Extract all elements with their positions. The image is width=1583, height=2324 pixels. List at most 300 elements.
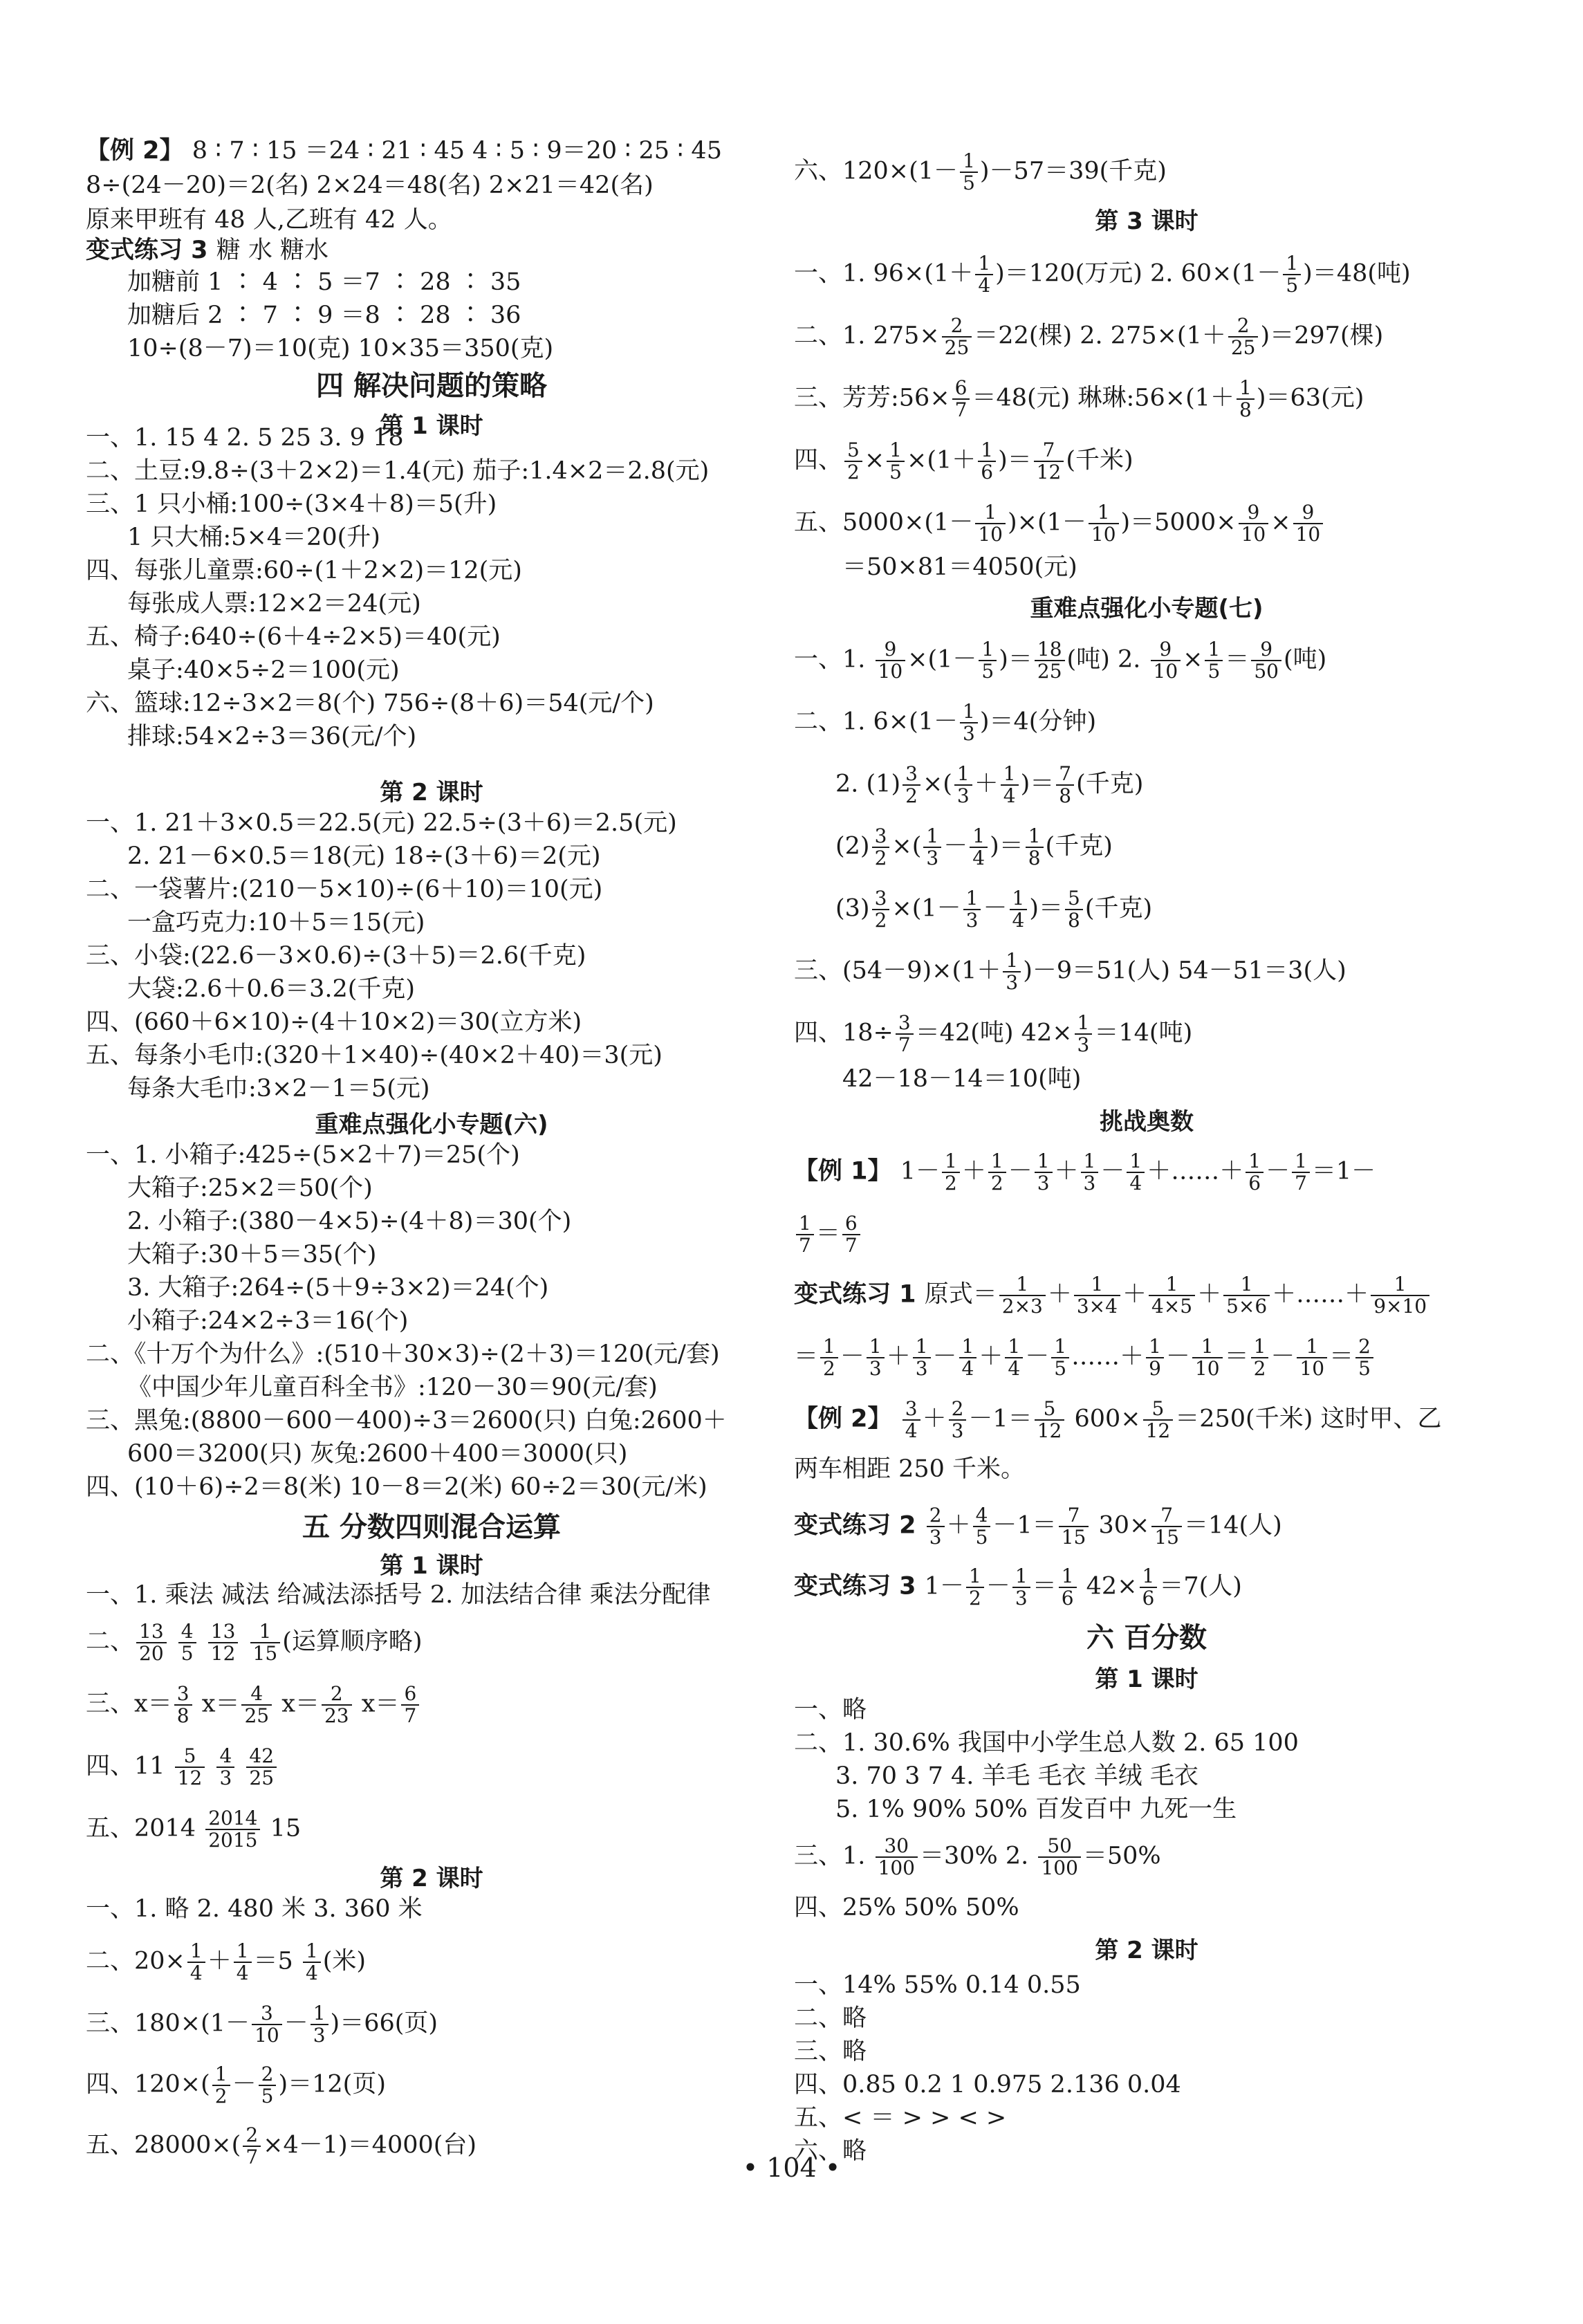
right-lesson-title: 挑战奥数 (1100, 1108, 1194, 1136)
right-answer-line (794, 700, 1097, 745)
denominator: 3 (1083, 1172, 1096, 1195)
right-answer-line (794, 376, 1364, 421)
answer-text: － (840, 1343, 864, 1371)
answer-text: 30× (1091, 1511, 1150, 1540)
example-label: 【例 2】 (86, 137, 192, 165)
left-answer-line (86, 1682, 421, 1727)
answer-text: 六、略 (794, 2137, 867, 2165)
answer-text: )×(1－ (1007, 508, 1086, 537)
left-answer-line (127, 842, 601, 876)
fraction (1026, 826, 1044, 869)
denominator: 5 (981, 660, 994, 683)
numerator: 1 (1003, 950, 1021, 972)
answer-text: － (983, 894, 1008, 923)
right-answer-line (794, 1011, 1193, 1056)
right-answer-line (794, 2038, 867, 2071)
answer-text: ＝14(吨) (1094, 1019, 1193, 1047)
left-answer-line (86, 690, 654, 723)
left-answer-line (86, 1141, 520, 1174)
right-answer-line (842, 553, 1077, 587)
right-answer-line (794, 1894, 1019, 1927)
numerator: 2 (927, 1505, 945, 1527)
numerator: 1 (1012, 1566, 1030, 1588)
denominator: 4 (236, 1962, 249, 1984)
answer-text: 三、略 (794, 2038, 867, 2065)
right-answer-line (794, 1335, 1376, 1380)
numerator: 1 (1251, 1336, 1269, 1358)
answer-text: 每张成人票:12×2＝24(元) (127, 590, 421, 618)
answer-text: (吨) (1283, 645, 1327, 674)
denominator: 10 (254, 2024, 279, 2047)
answer-text: 一、1. (794, 645, 873, 674)
answer-text: ＋……＋ (1272, 1280, 1369, 1309)
left-lesson-title: 第 1 课时 (380, 1552, 483, 1580)
fraction (1355, 1336, 1373, 1379)
denominator: 5 (1054, 1357, 1067, 1380)
numerator: 1 (796, 1213, 814, 1235)
fraction (1074, 1274, 1120, 1317)
numerator: 1 (1283, 253, 1301, 275)
numerator: 6 (842, 1213, 860, 1235)
answer-text: 五、椅子:640÷(6＋4÷2×5)＝40(元) (86, 623, 501, 651)
answer-text: ×(1－ (891, 894, 961, 923)
fraction (1081, 1151, 1099, 1194)
answer-text: ＋ (1197, 1280, 1222, 1309)
answer-text: ＋……＋ (1147, 1157, 1244, 1186)
denominator: 10 (1091, 523, 1116, 546)
answer-text: 一盒巧克力:10＋5＝15(元) (127, 909, 425, 937)
numerator: 3 (902, 764, 920, 786)
fraction (867, 1336, 885, 1379)
denominator: 4 (978, 274, 991, 297)
numerator: 4 (216, 1746, 234, 1768)
answer-text: ＋ (979, 1343, 1003, 1371)
fraction (952, 378, 970, 421)
denominator: 2 (847, 461, 860, 483)
denominator: 12 (177, 1767, 203, 1789)
numerator: 3 (902, 1399, 920, 1421)
answer-text: － (232, 2070, 257, 2099)
denominator: 10 (1241, 523, 1266, 546)
right-answer-line (835, 1762, 1198, 1796)
fraction (1151, 639, 1181, 682)
fraction (902, 1399, 920, 1441)
denominator: 7 (844, 1234, 858, 1257)
numerator: 1 (1035, 1151, 1053, 1173)
right-lesson-title: 第 1 课时 (1095, 1666, 1198, 1693)
answer-text: 五、28000×( (86, 2131, 241, 2159)
fraction (1192, 1336, 1223, 1379)
answer-text: 排球:54×2÷3＝36(元/个) (127, 723, 417, 750)
right-section-title: 六 百分数 (1086, 1622, 1207, 1654)
numerator: 3 (872, 826, 890, 848)
fraction (902, 764, 920, 806)
numerator: 18 (1035, 639, 1065, 661)
left-answer-line (127, 1440, 627, 1473)
right-answer-line (794, 2004, 867, 2038)
fraction (1035, 1399, 1065, 1441)
answer-text: 8 ∶ 7 ∶ 15 ＝24 ∶ 21 ∶ 45 4 ∶ 5 ∶ 9＝20 ∶ 25 ∶ 45 (192, 137, 722, 165)
answer-text: －1＝ (992, 1511, 1057, 1540)
answer-text: 《中国少年儿童百科全书》:120－30＝90(元/套) (127, 1374, 658, 1401)
answer-text: 五、每条小毛巾:(320＋1×40)÷(40×2＋40)＝3(元) (86, 1042, 663, 1069)
left-answer-line (86, 2002, 438, 2047)
right-answer-line (794, 1504, 1282, 1549)
answer-text: ＝22(棵) 2. 275×(1＋ (974, 322, 1226, 350)
numerator: 1 (820, 1336, 838, 1358)
left-answer-line (86, 172, 654, 205)
numerator: 1 (250, 1621, 281, 1643)
left-answer-line (127, 1075, 430, 1108)
fraction (942, 1151, 960, 1194)
fraction (1034, 440, 1064, 483)
right-answer-line (794, 1212, 862, 1257)
fraction (1297, 1336, 1327, 1379)
denominator: 3 (963, 722, 975, 745)
numerator: 1 (988, 1151, 1006, 1173)
right-answer-line (794, 314, 1384, 359)
fraction (978, 440, 996, 483)
denominator: 5 (1358, 1357, 1371, 1380)
fraction (1146, 1336, 1164, 1379)
left-answer-line (86, 206, 452, 239)
denominator: 8 (1067, 909, 1080, 932)
numerator: 1 (960, 701, 978, 723)
fraction (187, 1941, 205, 1984)
answer-text: (2) (835, 832, 870, 860)
numerator: 1 (1140, 1566, 1158, 1588)
denominator: 23 (324, 1704, 349, 1727)
denominator: 15 (252, 1642, 278, 1665)
numerator: 7 (1034, 440, 1064, 462)
answer-text: 二、1. 6×(1－ (794, 708, 959, 736)
left-answer-line (86, 876, 602, 909)
answer-text: 三、180×(1－ (86, 2009, 250, 2038)
answer-text: )＝63(元) (1256, 384, 1364, 412)
fraction (1003, 950, 1021, 993)
denominator: 100 (878, 1856, 915, 1879)
denominator: 2 (1253, 1357, 1266, 1380)
denominator: 50 (1254, 660, 1279, 683)
right-answer-line (794, 1729, 1299, 1762)
fraction (178, 1621, 196, 1664)
denominator: 2 (990, 1172, 1003, 1195)
numerator: 30 (876, 1836, 918, 1858)
fraction (1035, 639, 1065, 682)
answer-text: 四、120×( (86, 2070, 210, 2099)
answer-text: 一、14% 55% 0.14 0.55 (794, 1971, 1081, 1999)
denominator: 10 (878, 660, 903, 683)
numerator: 2014 (205, 1808, 260, 1830)
left-answer-line (86, 2063, 386, 2108)
denominator: 7 (898, 1033, 911, 1056)
right-answer-line (794, 439, 1133, 483)
numerator: 4 (973, 1505, 991, 1527)
denominator: 25 (944, 336, 970, 359)
denominator: 15 (1154, 1526, 1179, 1549)
answer-text: )＝5000× (1120, 508, 1237, 537)
numerator: 1 (999, 1274, 1046, 1296)
left-answer-line (86, 809, 677, 842)
denominator: 4 (1129, 1172, 1142, 1195)
left-answer-line (86, 623, 501, 656)
answer-text: )＝4(分钟) (979, 708, 1097, 736)
answer-text: 二、《十万个为什么》:(510＋30×3)÷(2＋3)＝120(元/套) (86, 1340, 720, 1368)
answer-text (169, 1628, 176, 1656)
fraction (1223, 1274, 1270, 1317)
right-answer-line (835, 1796, 1237, 1829)
numerator: 7 (1151, 1505, 1182, 1527)
numerator: 1 (913, 1336, 931, 1358)
example-label: 【例 1】 (794, 1157, 900, 1186)
right-answer-line (794, 949, 1346, 994)
denominator: 4 (189, 1962, 203, 1984)
left-answer-line (86, 1473, 707, 1506)
numerator: 1 (923, 826, 941, 848)
denominator: 100 (1041, 1856, 1078, 1879)
answer-text: 小箱子:24×2÷3＝16(个) (127, 1307, 409, 1335)
fraction (975, 502, 1006, 545)
answer-text: 每条大毛巾:3×2－1＝5(元) (127, 1075, 430, 1103)
answer-text: 一、1. 96×(1＋ (794, 259, 974, 288)
answer-text: ＝5 (253, 1947, 301, 1975)
answer-text: 1－ (924, 1572, 965, 1601)
fraction (174, 1684, 192, 1726)
right-answer-line (835, 887, 1153, 932)
fraction (1251, 639, 1281, 682)
fraction (876, 1836, 918, 1879)
numerator: 1 (1005, 1336, 1023, 1358)
right-answer-line (794, 501, 1325, 546)
numerator: 7 (1059, 1505, 1089, 1527)
denominator: 12 (1145, 1419, 1171, 1442)
fraction (303, 1941, 321, 1984)
answer-text: × (1270, 508, 1291, 537)
denominator: 10 (1295, 523, 1321, 546)
denominator: 3 (313, 2024, 326, 2047)
fraction (988, 1151, 1006, 1194)
right-lesson-title: 第 2 课时 (1095, 1937, 1198, 1964)
numerator: 1 (887, 440, 905, 462)
right-answer-line (842, 1065, 1081, 1098)
answer-text (207, 1753, 214, 1780)
answer-text: 四、18÷ (794, 1019, 894, 1047)
numerator: 1 (1237, 378, 1255, 400)
numerator: 1 (1149, 1274, 1195, 1296)
left-answer-line (127, 335, 553, 368)
fraction (1239, 502, 1269, 545)
answer-text: － (1270, 1343, 1295, 1371)
denominator: 3 (869, 1357, 882, 1380)
fraction (1089, 502, 1119, 545)
left-answer-line (86, 1340, 720, 1374)
denominator: 6 (981, 461, 994, 483)
left-answer-line (127, 723, 416, 756)
answer-text: 大袋:2.6＋0.6＝3.2(千克) (127, 975, 416, 1003)
numerator: 1 (1146, 1336, 1164, 1358)
answer-text: － (932, 1343, 957, 1371)
fraction (1127, 1151, 1145, 1194)
denominator: 8 (1239, 398, 1252, 421)
left-answer-line (86, 237, 328, 270)
numerator: 1 (1089, 502, 1119, 524)
right-answer-line (835, 762, 1144, 807)
answer-text: 原式＝ (924, 1280, 997, 1309)
denominator: 5 (180, 1642, 194, 1665)
numerator: 1 (212, 2064, 230, 2086)
answer-text: 8÷(24－20)＝2(名) 2×24＝48(名) 2×21＝42(名) (86, 172, 654, 199)
answer-text: ＝50% (1082, 1842, 1161, 1870)
fraction (250, 1621, 281, 1664)
fraction (896, 1013, 914, 1055)
right-answer-line (794, 1696, 867, 1729)
right-lesson-title: 重难点强化小专题(七) (1030, 595, 1263, 622)
denominator: 7 (1295, 1172, 1307, 1195)
answer-text: ＝ (1224, 1343, 1249, 1371)
denominator: 8 (1028, 847, 1041, 869)
denominator: 5 (975, 1526, 988, 1549)
numerator: 1 (311, 2003, 328, 2025)
fraction (796, 1213, 814, 1256)
denominator: 2 (874, 847, 887, 869)
answer-text: (吨) 2. (1066, 645, 1149, 674)
fraction (1251, 1336, 1269, 1379)
answer-text: ……＋ (1071, 1343, 1145, 1371)
answer-text: 一、1. 略 2. 480 米 3. 360 米 (86, 1895, 423, 1923)
answer-text: 大箱子:30＋5＝35(个) (127, 1241, 377, 1269)
right-answer-line (794, 1273, 1432, 1318)
denominator: 2 (214, 2085, 228, 2108)
answer-text: 三、1. (794, 1842, 873, 1870)
numerator: 1 (959, 1336, 977, 1358)
answer-text: ＝ (815, 1219, 840, 1248)
answer-text: )－57＝39(千克) (979, 157, 1167, 185)
left-answer-line (86, 1581, 711, 1614)
numerator: 2 (1228, 315, 1259, 338)
denominator: 7 (799, 1234, 811, 1257)
numerator: 1 (1075, 1013, 1093, 1035)
left-answer-line (86, 1939, 367, 1984)
denominator: 6 (1248, 1172, 1261, 1195)
answer-text: 1 只大桶:5×4＝20(升) (127, 524, 380, 551)
fraction (1149, 1274, 1195, 1317)
denominator: 3 (926, 847, 939, 869)
numerator: 3 (896, 1013, 914, 1035)
answer-text: 2. 小箱子:(380－4×5)÷(4＋8)＝30(个) (127, 1208, 572, 1235)
answer-text: ＋ (1122, 1280, 1147, 1309)
right-answer-line (794, 1834, 1161, 1879)
numerator: 1 (1292, 1151, 1310, 1173)
example-label: 变式练习 1 (794, 1280, 925, 1309)
numerator: 2 (322, 1684, 352, 1706)
answer-text: 42－18－14＝10(吨) (842, 1065, 1082, 1093)
fraction (234, 1941, 252, 1984)
answer-text: )＝ (998, 446, 1032, 474)
numerator: 13 (136, 1621, 167, 1643)
answer-text: ×(1－ (907, 645, 977, 674)
fraction (136, 1621, 167, 1664)
answer-text: x＝ (274, 1690, 320, 1718)
fraction (872, 888, 890, 931)
answer-text: 三、芳芳:56× (794, 384, 950, 412)
fraction (1140, 1566, 1158, 1609)
fraction (970, 826, 988, 869)
numerator: 2 (259, 2064, 277, 2086)
fraction (1151, 1505, 1182, 1548)
left-answer-line (86, 1042, 663, 1075)
fraction (1059, 1566, 1077, 1609)
answer-text: ＝ (794, 1343, 819, 1371)
denominator: 3 (1006, 971, 1019, 994)
denominator: 25 (244, 1704, 270, 1727)
numerator: 1 (975, 502, 1006, 524)
fraction (979, 639, 997, 682)
fraction (259, 2064, 277, 2107)
left-answer-line (127, 1241, 376, 1274)
numerator: 1 (978, 440, 996, 462)
answer-text: (千米) (1066, 446, 1133, 474)
answer-text: ＝ (1225, 645, 1250, 674)
denominator: 25 (1230, 336, 1256, 359)
denominator: 4 (1012, 909, 1025, 932)
left-answer-line (86, 137, 722, 170)
answer-text: 三、x＝ (86, 1690, 172, 1718)
answer-text: 四、(10＋6)÷2＝8(米) 10－8＝2(米) 60÷2＝30(元/米) (86, 1473, 707, 1501)
denominator: 7 (246, 2146, 259, 2168)
answer-text: 两车相距 250 千米。 (794, 1455, 1026, 1483)
right-answer-line (794, 2071, 1181, 2104)
denominator: 8 (1059, 784, 1072, 807)
denominator: 3 (929, 1526, 942, 1549)
fraction (1143, 1399, 1174, 1441)
answer-text: ＋ (946, 1511, 971, 1540)
numerator: 3 (252, 2003, 282, 2025)
left-answer-line (127, 909, 425, 942)
numerator: 1 (1010, 888, 1028, 910)
fraction (927, 1505, 945, 1548)
right-answer-line (794, 638, 1327, 683)
numerator: 1 (1192, 1336, 1223, 1358)
denominator: 4 (972, 847, 985, 869)
denominator: 4 (905, 1419, 918, 1442)
answer-text: 3. 大箱子:264÷(5＋9÷3×2)＝24(个) (127, 1274, 549, 1302)
numerator: 5 (844, 440, 862, 462)
answer-text: x＝ (353, 1690, 400, 1718)
left-answer-line (86, 490, 497, 524)
answer-text: 二、略 (794, 2004, 867, 2032)
left-answer-line (86, 1807, 302, 1852)
left-answer-line (127, 1208, 571, 1241)
answer-text: (米) (322, 1947, 367, 1975)
numerator: 5 (175, 1746, 205, 1768)
answer-text: 42× (1078, 1572, 1138, 1601)
right-answer-line (835, 824, 1113, 869)
fraction (1205, 639, 1223, 682)
denominator: 4 (1003, 784, 1016, 807)
fraction (175, 1746, 205, 1789)
answer-text: －1＝ (968, 1405, 1033, 1433)
denominator: 15 (1061, 1526, 1086, 1549)
answer-text: 5. 1% 90% 50% 百发百中 九死一生 (835, 1796, 1237, 1823)
answer-text: ＋ (886, 1343, 911, 1371)
fraction (1012, 1566, 1030, 1609)
numerator: 9 (1293, 502, 1324, 524)
fraction (1001, 764, 1019, 806)
left-lesson-title: 第 1 课时 (380, 412, 483, 440)
answer-text (237, 1753, 244, 1780)
fraction (1075, 1013, 1093, 1055)
numerator: 1 (1051, 1336, 1069, 1358)
